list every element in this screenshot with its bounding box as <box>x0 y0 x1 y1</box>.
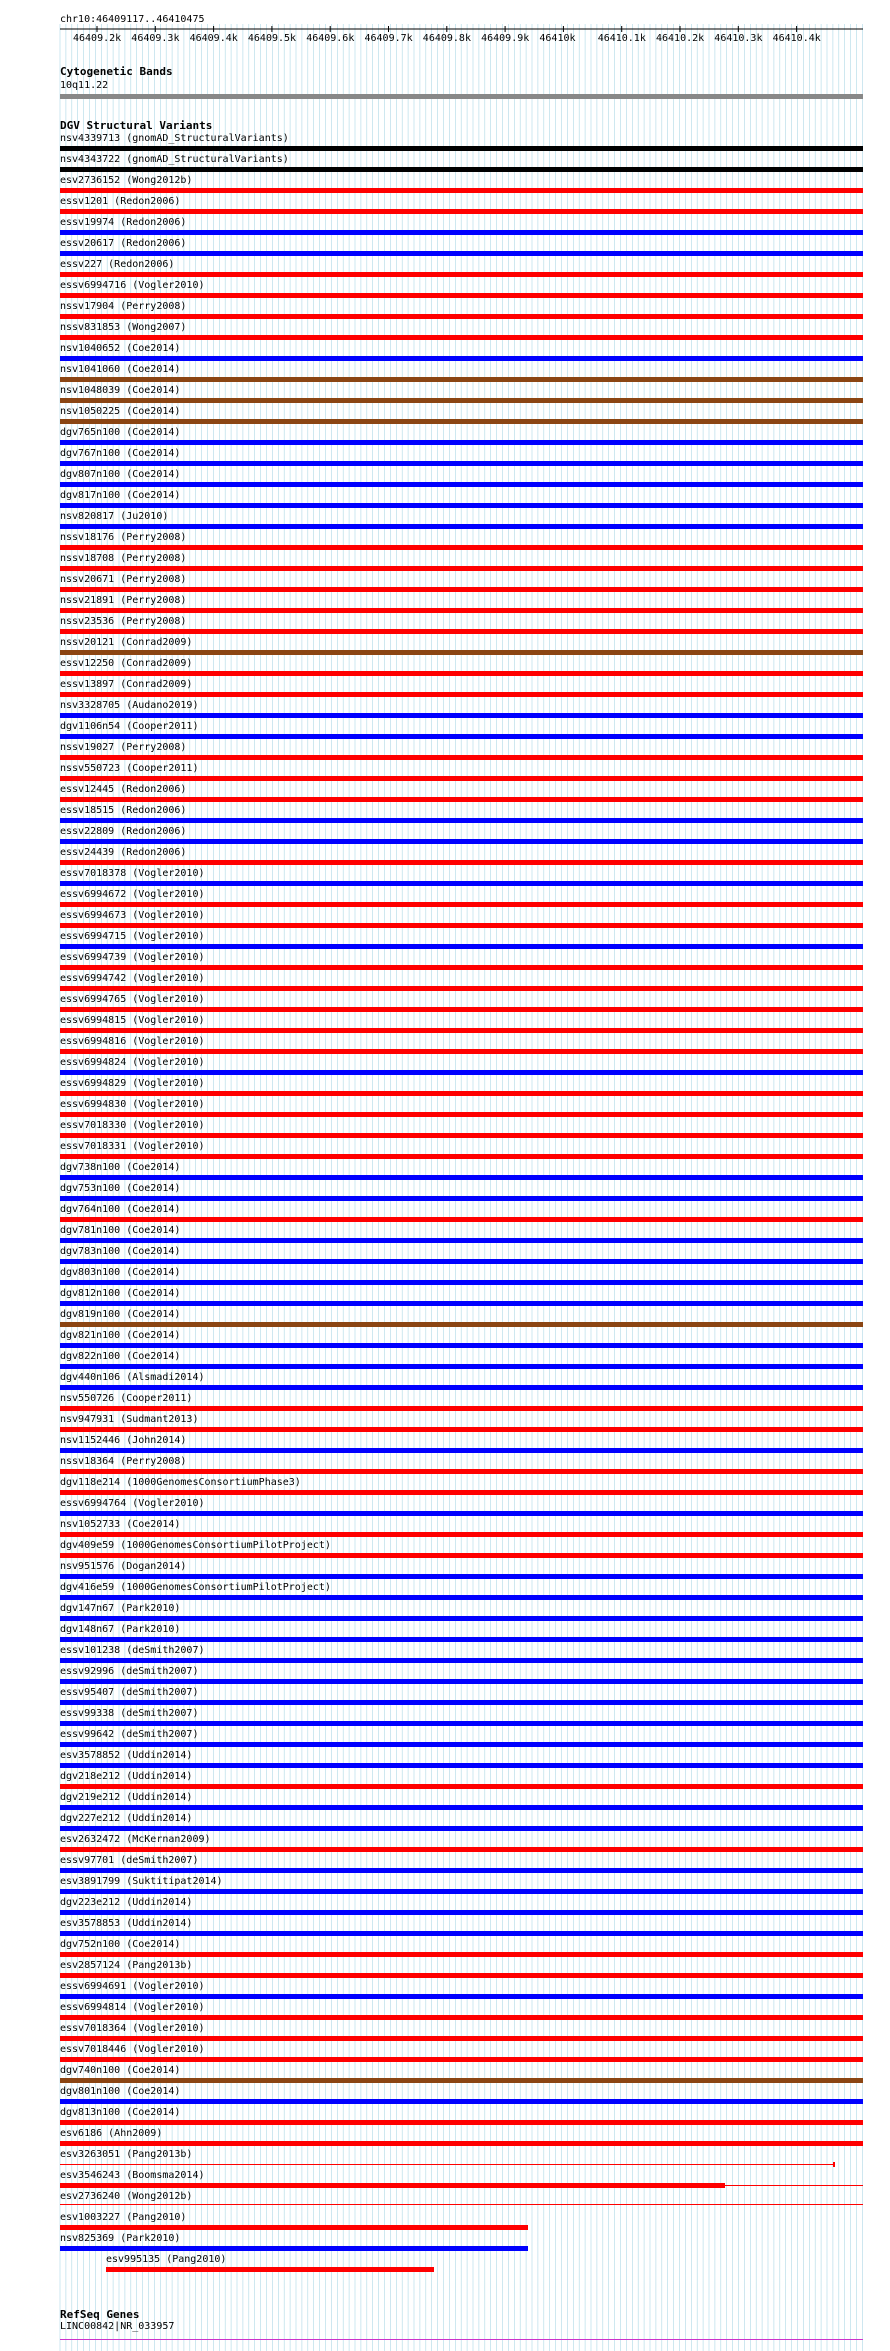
dgv-track-label[interactable]: dgv147n67 (Park2010) <box>60 1603 181 1614</box>
dgv-track-bar[interactable] <box>60 2120 863 2125</box>
dgv-track-bar[interactable] <box>60 797 863 802</box>
ruler-tick-label: 46409.6k <box>306 33 355 44</box>
cytoband-label: 10q11.22 <box>60 80 109 91</box>
dgv-track-bar[interactable] <box>60 986 863 991</box>
dgv-track-label[interactable]: dgv1106n54 (Cooper2011) <box>60 721 199 732</box>
dgv-track-bar[interactable] <box>60 2141 863 2146</box>
dgv-track-label[interactable]: essv101238 (deSmith2007) <box>60 1645 205 1656</box>
dgv-track-bar[interactable] <box>60 272 863 277</box>
dgv-track-label[interactable]: essv6994815 (Vogler2010) <box>60 1015 205 1026</box>
dgv-track-label[interactable]: dgv822n100 (Coe2014) <box>60 1351 181 1362</box>
dgv-track-bar[interactable] <box>60 1490 863 1495</box>
dgv-track-label[interactable]: essv6994691 (Vogler2010) <box>60 1981 205 1992</box>
dgv-track-label[interactable]: dgv409e59 (1000GenomesConsortiumPilotProject) <box>60 1540 331 1551</box>
dgv-track-bar[interactable] <box>60 1406 863 1411</box>
dgv-track-bar[interactable] <box>60 398 863 403</box>
dgv-track-bar[interactable] <box>60 923 863 928</box>
dgv-track-label[interactable]: dgv753n100 (Coe2014) <box>60 1183 181 1194</box>
dgv-track-bar[interactable] <box>60 1301 863 1306</box>
dgv-track-bar[interactable] <box>60 1448 863 1453</box>
dgv-track-bar[interactable] <box>60 776 863 781</box>
dgv-track-bar[interactable] <box>60 1721 863 1726</box>
dgv-track-label[interactable]: essv7018378 (Vogler2010) <box>60 868 205 879</box>
ruler-tick-label: 46410.3k <box>714 33 763 44</box>
dgv-track-bar[interactable] <box>60 734 863 739</box>
dgv-track-label[interactable]: essv7018331 (Vogler2010) <box>60 1141 205 1152</box>
dgv-track-label[interactable]: nsv3328705 (Audano2019) <box>60 700 199 711</box>
dgv-track-bar[interactable] <box>60 209 863 214</box>
dgv-track-label[interactable]: dgv807n100 (Coe2014) <box>60 469 181 480</box>
ruler-tick-label: 46409.4k <box>189 33 238 44</box>
dgv-track-label[interactable]: dgv740n100 (Coe2014) <box>60 2065 181 2076</box>
dgv-track-label[interactable]: nsv1040652 (Coe2014) <box>60 343 181 354</box>
dgv-track-label[interactable]: nsv1152446 (John2014) <box>60 1435 187 1446</box>
dgv-track-bar[interactable] <box>60 1553 863 1558</box>
dgv-track-label[interactable]: dgv812n100 (Coe2014) <box>60 1288 181 1299</box>
dgv-track-bar[interactable] <box>60 1532 863 1537</box>
ruler-tick-label: 46409.7k <box>364 33 413 44</box>
dgv-track-label[interactable]: dgv781n100 (Coe2014) <box>60 1225 181 1236</box>
dgv-track-label[interactable]: essv6994829 (Vogler2010) <box>60 1078 205 1089</box>
dgv-track-bar[interactable] <box>60 692 863 697</box>
dgv-track-label[interactable]: esv3263051 (Pang2013b) <box>60 2149 193 2160</box>
dgv-track-bar[interactable] <box>60 251 863 256</box>
dgv-track-label[interactable]: dgv801n100 (Coe2014) <box>60 2086 181 2097</box>
dgv-track-bar[interactable] <box>60 1952 863 1957</box>
dgv-track-label[interactable]: dgv118e214 (1000GenomesConsortiumPhase3) <box>60 1477 301 1488</box>
dgv-track-label[interactable]: nssv23536 (Perry2008) <box>60 616 187 627</box>
dgv-track-label[interactable]: essv6994814 (Vogler2010) <box>60 2002 205 2013</box>
dgv-track-label[interactable]: essv227 (Redon2006) <box>60 259 175 270</box>
dgv-track-label[interactable]: nsv825369 (Park2010) <box>60 2233 181 2244</box>
dgv-track-bar[interactable] <box>60 335 863 340</box>
dgv-track-bar[interactable] <box>60 713 863 718</box>
dgv-track-bar[interactable] <box>833 2162 835 2167</box>
dgv-track-bar[interactable] <box>60 1700 863 1705</box>
dgv-track-bar[interactable] <box>60 1238 863 1243</box>
dgv-track-label[interactable]: essv6994765 (Vogler2010) <box>60 994 205 1005</box>
dgv-track-bar[interactable] <box>60 461 863 466</box>
dgv-track-bar[interactable] <box>60 293 863 298</box>
dgv-track-bar[interactable] <box>60 1007 863 1012</box>
dgv-track-bar[interactable] <box>60 1133 863 1138</box>
dgv-track-label[interactable]: nssv20671 (Perry2008) <box>60 574 187 585</box>
ruler-tick-label: 46410.4k <box>772 33 821 44</box>
dgv-track-label[interactable]: essv6994716 (Vogler2010) <box>60 280 205 291</box>
dgv-track-bar[interactable] <box>60 902 863 907</box>
cytoband-bar[interactable] <box>60 94 863 99</box>
dgv-track-bar[interactable] <box>60 1469 863 1474</box>
ruler-tick-label: 46409.5k <box>247 33 297 44</box>
dgv-track-label[interactable]: nsv1050225 (Coe2014) <box>60 406 181 417</box>
dgv-track-label[interactable]: esv2632472 (McKernan2009) <box>60 1834 211 1845</box>
dgv-track-label[interactable]: essv7018330 (Vogler2010) <box>60 1120 205 1131</box>
dgv-track-label[interactable]: essv92996 (deSmith2007) <box>60 1666 199 1677</box>
dgv-track-bar[interactable] <box>60 587 863 592</box>
dgv-title: DGV Structural Variants <box>60 119 213 132</box>
dgv-track-label[interactable]: nsv820817 (Ju2010) <box>60 511 169 522</box>
dgv-track-label[interactable]: dgv783n100 (Coe2014) <box>60 1246 181 1257</box>
dgv-track-bar[interactable] <box>60 2225 528 2230</box>
dgv-track-label[interactable]: esv2736152 (Wong2012b) <box>60 175 193 186</box>
dgv-track-label[interactable]: dgv767n100 (Coe2014) <box>60 448 181 459</box>
dgv-track-label[interactable]: nssv18708 (Perry2008) <box>60 553 187 564</box>
dgv-track-bar[interactable] <box>60 1595 863 1600</box>
dgv-track-label[interactable]: dgv738n100 (Coe2014) <box>60 1162 181 1173</box>
dgv-track-bar[interactable] <box>60 566 863 571</box>
dgv-track-bar[interactable] <box>60 146 863 151</box>
dgv-track-bar[interactable] <box>60 2099 863 2104</box>
dgv-track-bar[interactable] <box>60 1385 863 1390</box>
dgv-track-label[interactable]: essv6994824 (Vogler2010) <box>60 1057 205 1068</box>
dgv-track-bar[interactable] <box>60 1637 863 1642</box>
dgv-track-label[interactable]: esv3578853 (Uddin2014) <box>60 1918 193 1929</box>
dgv-track-bar[interactable] <box>60 944 863 949</box>
dgv-track-bar[interactable] <box>60 377 863 382</box>
ruler-tick-label: 46409.2k <box>73 33 122 44</box>
dgv-track-bar[interactable] <box>60 482 863 487</box>
refseq-title: RefSeq Genes <box>60 2308 140 2321</box>
dgv-track-label[interactable]: dgv752n100 (Coe2014) <box>60 1939 181 1950</box>
dgv-track-bar[interactable] <box>60 2057 863 2062</box>
dgv-track-bar[interactable] <box>60 314 863 319</box>
dgv-track-label[interactable]: nsv951576 (Dogan2014) <box>60 1561 187 1572</box>
dgv-track-label[interactable]: nssv18176 (Perry2008) <box>60 532 187 543</box>
dgv-track-label[interactable]: esv6186 (Ahn2009) <box>60 2128 163 2139</box>
dgv-track-label[interactable]: dgv219e212 (Uddin2014) <box>60 1792 193 1803</box>
dgv-track-connector <box>725 2185 863 2186</box>
dgv-track-label[interactable]: dgv223e212 (Uddin2014) <box>60 1897 193 1908</box>
dgv-track-bar[interactable] <box>60 188 863 193</box>
dgv-track-bar[interactable] <box>60 2246 528 2251</box>
dgv-track-label[interactable]: dgv227e212 (Uddin2014) <box>60 1813 193 1824</box>
dgv-track-bar[interactable] <box>60 2015 863 2020</box>
cytoband-title: Cytogenetic Bands <box>60 65 173 78</box>
dgv-track-label[interactable]: dgv819n100 (Coe2014) <box>60 1309 181 1320</box>
refseq-gene-line[interactable] <box>60 2339 863 2340</box>
dgv-track-label[interactable]: essv99338 (deSmith2007) <box>60 1708 199 1719</box>
dgv-track-label[interactable]: essv6994764 (Vogler2010) <box>60 1498 205 1509</box>
dgv-track-bar[interactable] <box>60 2183 725 2188</box>
dgv-track-label[interactable]: esv1003227 (Pang2010) <box>60 2212 187 2223</box>
dgv-track-bar[interactable] <box>60 1259 863 1264</box>
dgv-track-bar[interactable] <box>60 1343 863 1348</box>
dgv-track-label[interactable]: nssv550723 (Cooper2011) <box>60 763 199 774</box>
dgv-track-label[interactable]: essv24439 (Redon2006) <box>60 847 187 858</box>
dgv-track-label[interactable]: essv6994830 (Vogler2010) <box>60 1099 205 1110</box>
dgv-track-bar[interactable] <box>60 1847 863 1852</box>
dgv-track-bar[interactable] <box>60 860 863 865</box>
dgv-track-bar[interactable] <box>60 1364 863 1369</box>
dgv-track-bar[interactable] <box>60 1112 863 1117</box>
dgv-track-bar[interactable] <box>60 1742 863 1747</box>
dgv-track-label[interactable]: nsv1052733 (Coe2014) <box>60 1519 181 1530</box>
dgv-track-label[interactable]: esv995135 (Pang2010) <box>106 2254 227 2265</box>
dgv-track-label[interactable]: essv6994673 (Vogler2010) <box>60 910 205 921</box>
dgv-track-bar[interactable] <box>60 1616 863 1621</box>
dgv-track-bar[interactable] <box>60 1091 863 1096</box>
dgv-track-label[interactable]: dgv148n67 (Park2010) <box>60 1624 181 1635</box>
dgv-track-bar[interactable] <box>60 419 863 424</box>
dgv-track-label[interactable]: essv6994742 (Vogler2010) <box>60 973 205 984</box>
dgv-track-label[interactable]: dgv764n100 (Coe2014) <box>60 1204 181 1215</box>
dgv-track-bar[interactable] <box>60 1175 863 1180</box>
dgv-track-bar[interactable] <box>60 839 863 844</box>
dgv-track-bar[interactable] <box>60 1994 863 1999</box>
dgv-track-label[interactable]: essv6994715 (Vogler2010) <box>60 931 205 942</box>
dgv-track-label[interactable]: essv12445 (Redon2006) <box>60 784 187 795</box>
dgv-track-bar[interactable] <box>60 1679 863 1684</box>
dgv-track-bar[interactable] <box>60 1280 863 1285</box>
dgv-track-bar[interactable] <box>60 818 863 823</box>
locus-label: chr10:46409117..46410475 <box>60 14 205 25</box>
dgv-track-label[interactable]: esv2857124 (Pang2013b) <box>60 1960 193 1971</box>
dgv-track-bar[interactable] <box>60 1658 863 1663</box>
dgv-track-label[interactable]: nsv1041060 (Coe2014) <box>60 364 181 375</box>
dgv-track-bar[interactable] <box>60 629 863 634</box>
dgv-track-bar[interactable] <box>60 1511 863 1516</box>
dgv-track-label[interactable]: essv20617 (Redon2006) <box>60 238 187 249</box>
dgv-track-bar[interactable] <box>60 755 863 760</box>
dgv-track-bar[interactable] <box>60 1868 863 1873</box>
dgv-track-bar[interactable] <box>60 2036 863 2041</box>
dgv-track-bar[interactable] <box>60 1154 863 1159</box>
dgv-track-bar[interactable] <box>60 1784 863 1789</box>
ruler-tick-label: 46409.3k <box>131 33 180 44</box>
ruler-tick-label: 46410.2k <box>656 33 705 44</box>
dgv-track-bar[interactable] <box>60 1574 863 1579</box>
dgv-track-label[interactable]: dgv803n100 (Coe2014) <box>60 1267 181 1278</box>
dgv-track-label[interactable]: nssv831853 (Wong2007) <box>60 322 187 333</box>
dgv-track-bar[interactable] <box>60 965 863 970</box>
dgv-track-bar[interactable] <box>60 2078 863 2083</box>
dgv-track-bar[interactable] <box>60 545 863 550</box>
dgv-track-label[interactable]: nssv20121 (Conrad2009) <box>60 637 193 648</box>
dgv-track-bar[interactable] <box>60 1028 863 1033</box>
dgv-track-label[interactable]: nssv19027 (Perry2008) <box>60 742 187 753</box>
dgv-track-label[interactable]: esv3891799 (Suktitipat2014) <box>60 1876 223 1887</box>
dgv-track-label[interactable]: essv18515 (Redon2006) <box>60 805 187 816</box>
ruler-tick-label: 46409.8k <box>422 33 471 44</box>
dgv-track-bar[interactable] <box>60 440 863 445</box>
dgv-track-bar[interactable] <box>60 1049 863 1054</box>
dgv-track-bar[interactable] <box>60 1826 863 1831</box>
dgv-track-label[interactable]: esv3546243 (Boomsma2014) <box>60 2170 205 2181</box>
dgv-track-bar[interactable] <box>60 1910 863 1915</box>
dgv-track-bar[interactable] <box>60 2204 863 2205</box>
dgv-track-bar[interactable] <box>60 608 863 613</box>
dgv-track-bar[interactable] <box>60 1889 863 1894</box>
ruler-tick-label: 46410k <box>539 33 576 44</box>
dgv-track-label[interactable]: nsv1048039 (Coe2014) <box>60 385 181 396</box>
dgv-track-label[interactable]: essv1201 (Redon2006) <box>60 196 181 207</box>
dgv-track-label[interactable]: nsv4339713 (gnomAD_StructuralVariants) <box>60 133 289 144</box>
dgv-track-label[interactable]: essv97701 (deSmith2007) <box>60 1855 199 1866</box>
ruler-tick-label: 46410.1k <box>597 33 646 44</box>
dgv-track-label[interactable]: essv6994672 (Vogler2010) <box>60 889 205 900</box>
dgv-track-bar[interactable] <box>60 1973 863 1978</box>
dgv-track-label[interactable]: esv3578852 (Uddin2014) <box>60 1750 193 1761</box>
dgv-track-label[interactable]: dgv218e212 (Uddin2014) <box>60 1771 193 1782</box>
dgv-track-label[interactable]: essv6994816 (Vogler2010) <box>60 1036 205 1047</box>
dgv-track-label[interactable]: nssv17904 (Perry2008) <box>60 301 187 312</box>
dgv-track-label[interactable]: dgv817n100 (Coe2014) <box>60 490 181 501</box>
ruler-tick-label: 46409.9k <box>481 33 530 44</box>
dgv-track-bar[interactable] <box>60 230 863 235</box>
dgv-track-bar[interactable] <box>60 356 863 361</box>
dgv-track-bar[interactable] <box>60 1196 863 1201</box>
dgv-track-label[interactable]: essv22809 (Redon2006) <box>60 826 187 837</box>
dgv-track-bar[interactable] <box>60 1217 863 1222</box>
dgv-track-label[interactable]: essv12250 (Conrad2009) <box>60 658 193 669</box>
dgv-track-connector <box>60 2164 833 2165</box>
dgv-track-bar[interactable] <box>60 1070 863 1075</box>
dgv-track-bar[interactable] <box>60 503 863 508</box>
dgv-track-label[interactable]: nssv18364 (Perry2008) <box>60 1456 187 1467</box>
dgv-track-bar[interactable] <box>106 2267 434 2272</box>
dgv-track-label[interactable]: nsv947931 (Sudmant2013) <box>60 1414 199 1425</box>
dgv-track-label[interactable]: essv95407 (deSmith2007) <box>60 1687 199 1698</box>
dgv-track-label[interactable]: nsv550726 (Cooper2011) <box>60 1393 193 1404</box>
dgv-track-bar[interactable] <box>60 1931 863 1936</box>
dgv-track-bar[interactable] <box>60 1427 863 1432</box>
dgv-track-label[interactable]: dgv821n100 (Coe2014) <box>60 1330 181 1341</box>
dgv-track-label[interactable]: essv7018364 (Vogler2010) <box>60 2023 205 2034</box>
dgv-track-label[interactable]: essv6994739 (Vogler2010) <box>60 952 205 963</box>
dgv-track-label[interactable]: essv7018446 (Vogler2010) <box>60 2044 205 2055</box>
dgv-track-label[interactable]: dgv813n100 (Coe2014) <box>60 2107 181 2118</box>
dgv-track-label[interactable]: esv2736240 (Wong2012b) <box>60 2191 193 2202</box>
dgv-track-label[interactable]: dgv765n100 (Coe2014) <box>60 427 181 438</box>
dgv-track-bar[interactable] <box>60 167 863 172</box>
dgv-track-bar[interactable] <box>60 671 863 676</box>
dgv-track-label[interactable]: essv13897 (Conrad2009) <box>60 679 193 690</box>
dgv-track-bar[interactable] <box>60 650 863 655</box>
dgv-track-label[interactable]: essv19974 (Redon2006) <box>60 217 187 228</box>
dgv-track-bar[interactable] <box>60 881 863 886</box>
dgv-track-label[interactable]: dgv440n106 (Alsmadi2014) <box>60 1372 205 1383</box>
dgv-track-label[interactable]: nsv4343722 (gnomAD_StructuralVariants) <box>60 154 289 165</box>
dgv-track-bar[interactable] <box>60 1322 863 1327</box>
dgv-track-label[interactable]: nssv21891 (Perry2008) <box>60 595 187 606</box>
dgv-track-label[interactable]: essv99642 (deSmith2007) <box>60 1729 199 1740</box>
dgv-track-bar[interactable] <box>60 524 863 529</box>
dgv-track-bar[interactable] <box>60 1763 863 1768</box>
dgv-track-label[interactable]: dgv416e59 (1000GenomesConsortiumPilotProject) <box>60 1582 331 1593</box>
refseq-gene-label[interactable]: LINC00842|NR_033957 <box>60 2321 175 2332</box>
dgv-track-bar[interactable] <box>60 1805 863 1810</box>
